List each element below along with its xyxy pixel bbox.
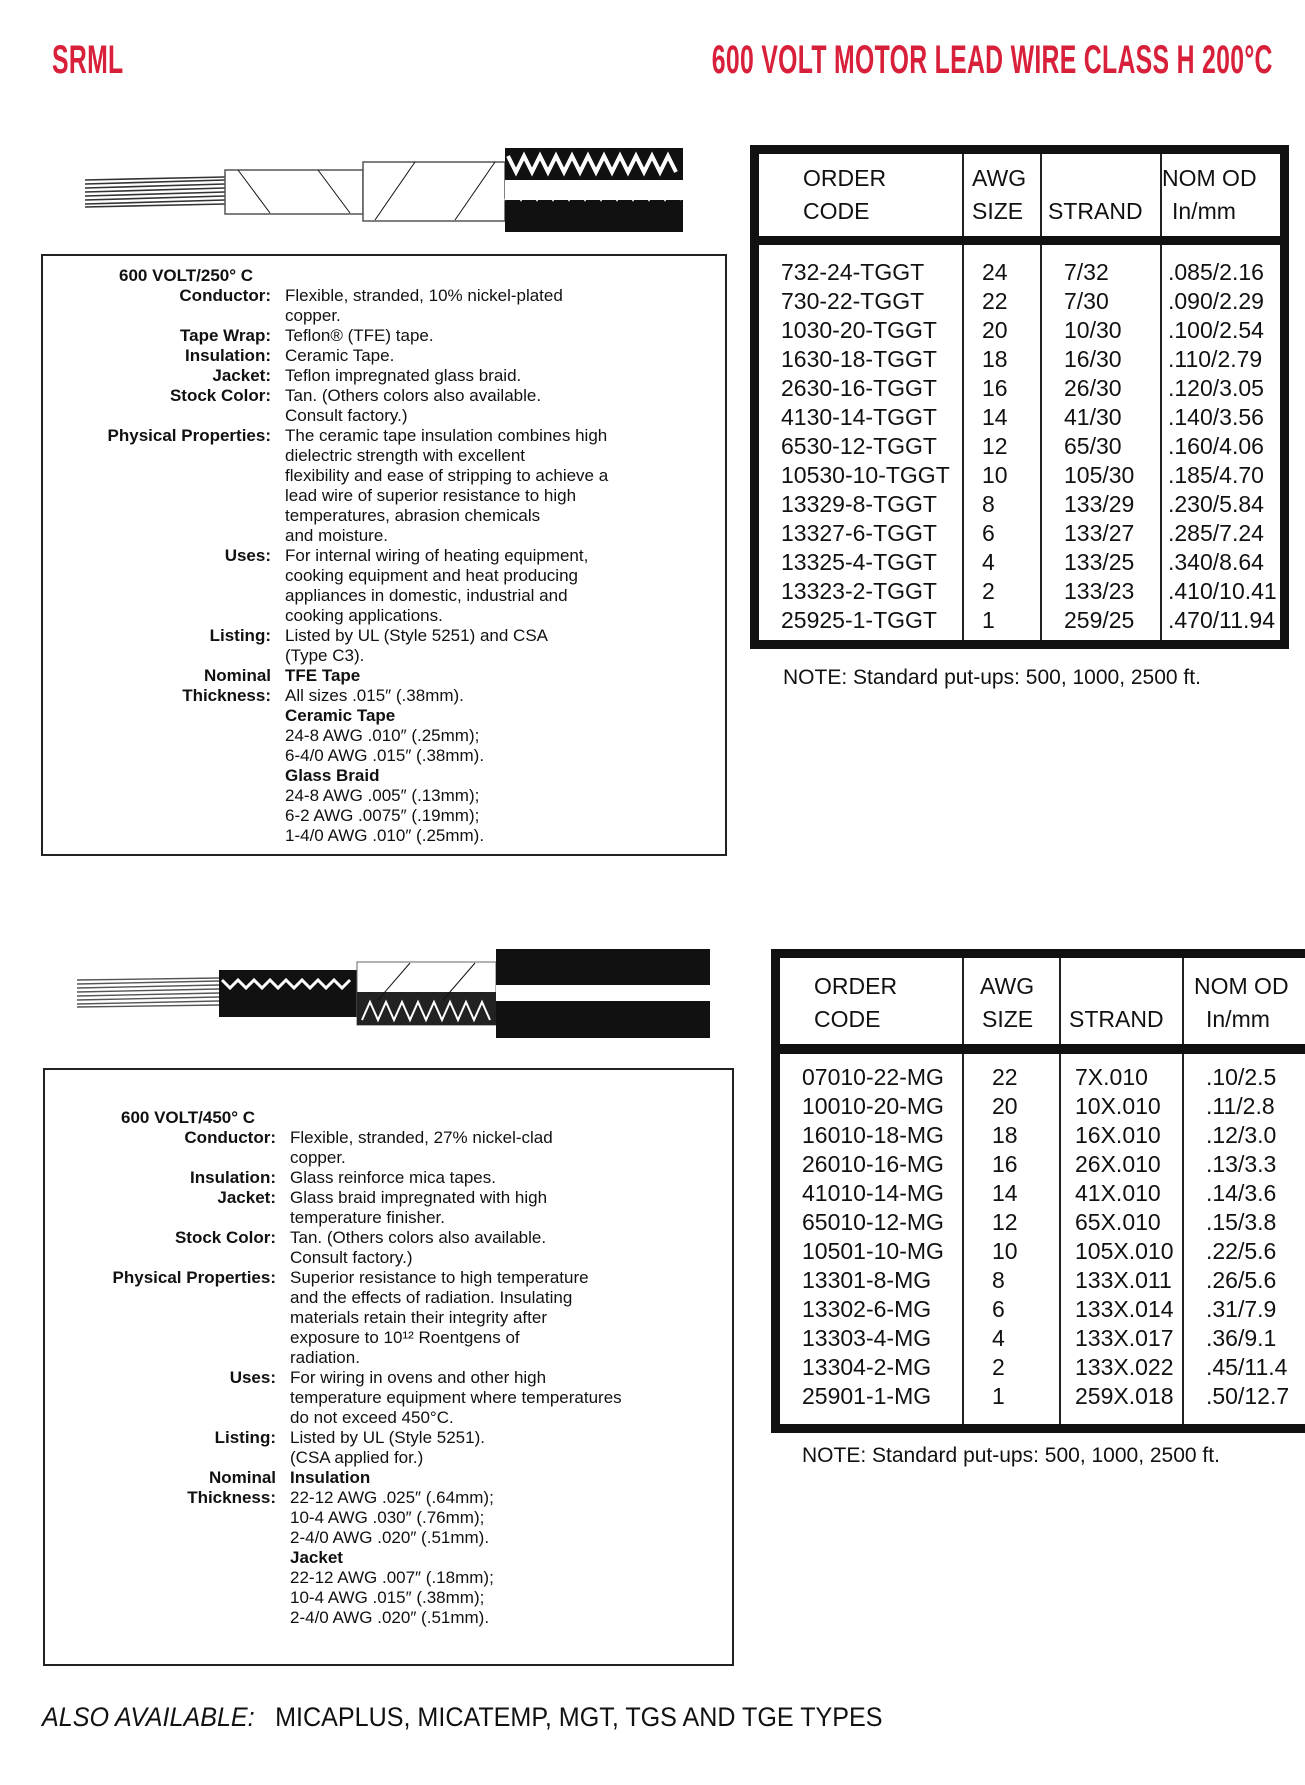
table-cell: 10X.010 xyxy=(1075,1093,1161,1119)
table-cell: .36/9.1 xyxy=(1206,1325,1277,1351)
header-cell xyxy=(759,154,964,236)
spec-value-line: Listed by UL (Style 5251). xyxy=(290,1428,485,1447)
spec-value xyxy=(290,1468,494,1628)
spec-value xyxy=(285,326,434,346)
spec-row xyxy=(45,1228,622,1268)
table-cell: 133/27 xyxy=(1064,520,1135,546)
spec-label-line: Jacket: xyxy=(217,1188,276,1207)
header-text: CODE xyxy=(803,198,870,224)
table-cell: 13323-2-TGGT xyxy=(781,578,937,604)
spec-label xyxy=(43,366,285,386)
mica-tape-layer xyxy=(357,962,496,1025)
spec-value xyxy=(285,286,563,326)
spec-value-line: temperature equipment where temperatures xyxy=(290,1388,622,1407)
spec-value-line: Listed by UL (Style 5251) and CSA xyxy=(285,626,549,645)
table-cell: 20 xyxy=(982,317,1008,343)
spec-value xyxy=(290,1268,589,1368)
column-0 xyxy=(759,245,964,640)
spec-value-line: dielectric strength with excellent xyxy=(285,446,526,465)
ceramic-insulation-layer xyxy=(363,162,505,221)
table-cell: 07010-22-MG xyxy=(802,1064,944,1090)
header-text: ORDER xyxy=(814,973,898,999)
spec-label-line: Nominal xyxy=(203,666,271,685)
spec-label xyxy=(43,346,285,366)
table-cell: .26/5.6 xyxy=(1206,1267,1277,1293)
spec-value xyxy=(290,1128,553,1168)
column-3 xyxy=(1184,1054,1305,1424)
tape-wrap-layer xyxy=(225,170,363,214)
spec-value xyxy=(285,666,484,846)
table-cell: 8 xyxy=(992,1267,1005,1293)
table-cell: 12 xyxy=(982,433,1008,459)
spec-row xyxy=(43,286,608,326)
table-cell: 41X.010 xyxy=(1075,1180,1161,1206)
header-cell xyxy=(780,958,964,1044)
table-cell: 7/30 xyxy=(1064,288,1109,314)
spec-value xyxy=(285,426,608,546)
table-cell: 22 xyxy=(992,1064,1018,1090)
spec-label-line: 600 VOLT/250° C xyxy=(119,266,254,285)
table-cell: 2630-16-TGGT xyxy=(781,375,937,401)
table-cell: 18 xyxy=(982,346,1008,372)
table-cell: 14 xyxy=(992,1180,1018,1206)
table-cell: .13/3.3 xyxy=(1206,1151,1277,1177)
table-cell: 13303-4-MG xyxy=(802,1325,932,1351)
table-cell: 133/25 xyxy=(1064,549,1135,575)
table-cell: 10530-10-TGGT xyxy=(781,462,950,488)
spec-value xyxy=(285,546,588,626)
spec-value-line: Glass braid impregnated with high xyxy=(290,1188,548,1207)
header-text: CODE xyxy=(814,1006,881,1032)
spec-value-line: exposure to 10¹² Roentgens of xyxy=(290,1328,520,1347)
spec-row xyxy=(43,666,608,846)
spec-label xyxy=(45,1168,290,1188)
table-cell: 6 xyxy=(982,520,995,546)
spec-value xyxy=(290,1228,546,1268)
spec-value-line: 1-4/0 AWG .010″ (.25mm). xyxy=(285,826,485,845)
spec-value-line: Flexible, stranded, 10% nickel-plated xyxy=(285,286,563,305)
spec-label-line: 600 VOLT/450° C xyxy=(121,1108,256,1127)
spec-row xyxy=(43,426,608,546)
spec-value xyxy=(285,386,541,426)
header-text: NOM OD xyxy=(1162,165,1257,191)
spec-value xyxy=(290,1368,622,1428)
table-cell: .340/8.64 xyxy=(1168,549,1264,575)
spec-value-line: Tan. (Others colors also available. xyxy=(285,386,542,405)
order-table-tggt xyxy=(750,145,1289,649)
spec-value-line: lead wire of superior resistance to high xyxy=(285,486,577,505)
table-cell: .100/2.54 xyxy=(1168,317,1264,343)
table-cell: 14 xyxy=(982,404,1008,430)
spec-row xyxy=(43,266,608,286)
header-text: ORDER xyxy=(803,165,887,191)
column-1 xyxy=(964,1054,1061,1424)
spec-row xyxy=(45,1368,622,1428)
table-cell: 7X.010 xyxy=(1075,1064,1148,1090)
braid-layer xyxy=(219,970,357,1017)
table-cell: 2 xyxy=(982,578,995,604)
spec-value xyxy=(290,1428,485,1468)
header-text: SIZE xyxy=(982,1006,1034,1032)
table-cell: 16/30 xyxy=(1064,346,1122,372)
table-cell: .22/5.6 xyxy=(1206,1238,1277,1264)
spec-label-line: Listing: xyxy=(214,1428,276,1447)
table-cell: .410/10.41 xyxy=(1168,578,1277,604)
spec-label-line: Tape Wrap: xyxy=(180,326,271,345)
table-cell: .160/4.06 xyxy=(1168,433,1264,459)
column-3 xyxy=(1162,245,1280,640)
table-cell: 26010-16-MG xyxy=(802,1151,944,1177)
spec-label-line: Physical Properties: xyxy=(107,426,271,445)
table-cell: .12/3.0 xyxy=(1206,1122,1277,1148)
spec-label-line: Stock Color: xyxy=(174,1228,276,1247)
header-text: In/mm xyxy=(1172,198,1236,224)
table-cell: 4 xyxy=(982,549,995,575)
table-cell: 2 xyxy=(992,1354,1005,1380)
header-text: STRAND xyxy=(1048,198,1143,224)
table-cell: 259/25 xyxy=(1064,607,1135,633)
table-cell: 133X.011 xyxy=(1075,1267,1172,1293)
table-cell: .45/11.4 xyxy=(1206,1354,1288,1380)
spec-value-line: For internal wiring of heating equipment, xyxy=(285,546,589,565)
header-text: STRAND xyxy=(1069,1006,1164,1032)
table-cell: 16 xyxy=(982,375,1008,401)
table-cell: 65/30 xyxy=(1064,433,1122,459)
header-cell xyxy=(964,154,1042,236)
table-cell: 10 xyxy=(982,462,1008,488)
spec-row xyxy=(45,1268,622,1368)
wire-illustration-tggt xyxy=(0,0,720,250)
spec-subheading: Jacket xyxy=(290,1548,343,1567)
spec-label xyxy=(45,1128,290,1168)
spec-value-line: temperature finisher. xyxy=(290,1208,445,1227)
header-text: NOM OD xyxy=(1194,973,1289,999)
page-title: 600 VOLT MOTOR LEAD WIRE CLASS H 200°C xyxy=(712,38,1273,82)
product-code: SRML xyxy=(52,38,124,82)
table-cell: 13302-6-MG xyxy=(802,1296,932,1322)
table-cell: 16010-18-MG xyxy=(802,1122,944,1148)
spec-label-line: Insulation: xyxy=(185,346,271,365)
table-cell: 133/23 xyxy=(1064,578,1135,604)
table-cell: .285/7.24 xyxy=(1168,520,1264,546)
spec-value-line: Teflon® (TFE) tape. xyxy=(285,326,434,345)
table-cell: .10/2.5 xyxy=(1206,1064,1277,1090)
table-cell: .120/3.05 xyxy=(1168,375,1264,401)
table-cell: .230/5.84 xyxy=(1168,491,1264,517)
spec-value-line: cooking applications. xyxy=(285,606,443,625)
spec-value-line: All sizes .015″ (.38mm). xyxy=(285,686,464,705)
table-cell: .11/2.8 xyxy=(1206,1093,1275,1119)
also-available xyxy=(42,1702,883,1733)
spec-label xyxy=(43,426,285,546)
spec-row xyxy=(45,1468,622,1628)
spec-row xyxy=(45,1168,622,1188)
table-cell: 4 xyxy=(992,1325,1005,1351)
table-cell: 10 xyxy=(992,1238,1018,1264)
order-table-mg xyxy=(771,949,1305,1433)
spec-label xyxy=(45,1108,269,1128)
column-1 xyxy=(964,245,1042,640)
spec-value-line: copper. xyxy=(285,306,341,325)
column-2 xyxy=(1042,245,1162,640)
spec-value-line: 6-2 AWG .0075″ (.19mm); xyxy=(285,806,480,825)
table-cell: 25901-1-MG xyxy=(802,1383,932,1409)
table-cell: 1630-18-TGGT xyxy=(781,346,937,372)
header-text: AWG xyxy=(980,973,1035,999)
spec-value-line: flexibility and ease of stripping to achieve a xyxy=(285,466,609,485)
table-cell: 1 xyxy=(992,1383,1005,1409)
spec-value-line: do not exceed 450°C. xyxy=(290,1408,454,1427)
spec-label xyxy=(43,666,285,846)
also-available-types: MICAPLUS, MICATEMP, MGT, TGS AND TGE TYPES xyxy=(275,1702,883,1732)
wire-illustration-mg xyxy=(0,930,730,1050)
spec-value-line: Tan. (Others colors also available. xyxy=(290,1228,547,1247)
spec-label xyxy=(43,326,285,346)
spec-value xyxy=(285,626,548,666)
spec-label-line: Stock Color: xyxy=(169,386,271,405)
conductor-strands-icon xyxy=(77,977,219,1008)
spec-subheading: Glass Braid xyxy=(285,766,380,785)
spec-value-line: 22-12 AWG .007″ (.18mm); xyxy=(290,1568,494,1587)
table-cell: 41/30 xyxy=(1064,404,1122,430)
table-cell: 6 xyxy=(992,1296,1005,1322)
spec-value-line: Superior resistance to high temperature xyxy=(290,1268,589,1287)
spec-value-line: and moisture. xyxy=(285,526,388,545)
jacket-layer xyxy=(496,949,710,1038)
spec-label-line: Nominal xyxy=(208,1468,276,1487)
table-cell: 13301-8-MG xyxy=(802,1267,932,1293)
spec-subheading: Ceramic Tape xyxy=(285,706,396,725)
table-cell: 20 xyxy=(992,1093,1018,1119)
table-cell: 6530-12-TGGT xyxy=(781,433,937,459)
table-cell: 732-24-TGGT xyxy=(781,259,925,285)
spec-row xyxy=(43,546,608,626)
table-cell: 16X.010 xyxy=(1075,1122,1161,1148)
table-cell: .110/2.79 xyxy=(1168,346,1263,372)
spec-value-line: 22-12 AWG .025″ (.64mm); xyxy=(290,1488,494,1507)
table-cell: 12 xyxy=(992,1209,1018,1235)
spec-label xyxy=(43,386,285,426)
table-cell: 26/30 xyxy=(1064,375,1122,401)
spec-value-line: Glass reinforce mica tapes. xyxy=(290,1168,496,1187)
spec-value-line: 24-8 AWG .005″ (.13mm); xyxy=(285,786,480,805)
table-cell: 25925-1-TGGT xyxy=(781,607,937,633)
column-0 xyxy=(780,1054,964,1424)
table-cell: 13327-6-TGGT xyxy=(781,520,937,546)
spec-row xyxy=(43,326,608,346)
table-cell: 16 xyxy=(992,1151,1018,1177)
spec-value-line: temperatures, abrasion chemicals xyxy=(285,506,541,525)
spec-label xyxy=(43,626,285,666)
spec-label-line: Uses: xyxy=(224,546,271,565)
table-cell: .14/3.6 xyxy=(1206,1180,1277,1206)
table-cell: 8 xyxy=(982,491,995,517)
spec-value-line: 6-4/0 AWG .015″ (.38mm). xyxy=(285,746,485,765)
spec-value xyxy=(290,1188,547,1228)
table-cell: .31/7.9 xyxy=(1206,1296,1277,1322)
spec-row xyxy=(45,1188,622,1228)
spec-value-line: radiation. xyxy=(290,1348,360,1367)
spec-value-line: Teflon impregnated glass braid. xyxy=(285,366,522,385)
spec-label-line: Thickness: xyxy=(182,686,271,705)
column-2 xyxy=(1061,1054,1184,1424)
spec-value-line: cooking equipment and heat producing xyxy=(285,566,578,585)
spec-value-line: 2-4/0 AWG .020″ (.51mm). xyxy=(290,1528,490,1547)
putups-note-tggt: NOTE: Standard put-ups: 500, 1000, 2500 ft. xyxy=(783,666,1201,689)
table-cell: 65010-12-MG xyxy=(802,1209,944,1235)
header-text: AWG xyxy=(972,165,1027,191)
table-cell: 26X.010 xyxy=(1075,1151,1161,1177)
table-cell: 13325-4-TGGT xyxy=(781,549,937,575)
spec-label-line: Conductor: xyxy=(179,286,271,305)
spec-value-line: materials retain their integrity after xyxy=(290,1308,547,1327)
spec-value-line: Ceramic Tape. xyxy=(285,346,395,365)
table-cell: 65X.010 xyxy=(1075,1209,1161,1235)
table-cell: 133X.014 xyxy=(1075,1296,1174,1322)
spec-value xyxy=(285,366,521,386)
spec-value-line: (Type C3). xyxy=(285,646,365,665)
spec-row xyxy=(43,346,608,366)
spec-subheading: TFE Tape xyxy=(285,666,361,685)
header-cell xyxy=(1162,154,1280,236)
spec-row xyxy=(45,1428,622,1468)
spec-row xyxy=(45,1128,622,1168)
spec-subheading: Insulation xyxy=(290,1468,371,1487)
table-cell: .50/12.7 xyxy=(1206,1383,1290,1409)
putups-note-mg: NOTE: Standard put-ups: 500, 1000, 2500 ft. xyxy=(802,1444,1220,1467)
table-cell: 105X.010 xyxy=(1075,1238,1174,1264)
table-cell: 133X.022 xyxy=(1075,1354,1174,1380)
spec-label-line: Thickness: xyxy=(187,1488,276,1507)
spec-label xyxy=(45,1228,290,1268)
glass-braid-jacket xyxy=(505,148,683,232)
table-cell: .470/11.94 xyxy=(1168,607,1276,633)
also-available-label: ALSO AVAILABLE: xyxy=(42,1702,255,1732)
spec-value-line: 24-8 AWG .010″ (.25mm); xyxy=(285,726,480,745)
header-cell xyxy=(1061,958,1184,1044)
spec-value-line: Flexible, stranded, 27% nickel-clad xyxy=(290,1128,553,1147)
spec-value-line: (CSA applied for.) xyxy=(290,1448,424,1467)
spec-label xyxy=(43,266,267,286)
spec-label-line: Insulation: xyxy=(190,1168,276,1187)
spec-box-tggt xyxy=(41,254,727,856)
spec-label xyxy=(43,546,285,626)
header-cell xyxy=(964,958,1061,1044)
table-cell: 4130-14-TGGT xyxy=(781,404,937,430)
table-cell: 730-22-TGGT xyxy=(781,288,925,314)
table-cell: 41010-14-MG xyxy=(802,1180,944,1206)
table-cell: 1030-20-TGGT xyxy=(781,317,937,343)
table-cell: 24 xyxy=(982,259,1008,285)
spec-value-line: and the effects of radiation. Insulating xyxy=(290,1288,573,1307)
spec-value xyxy=(290,1168,496,1188)
spec-label xyxy=(43,286,285,326)
spec-value-line: 10-4 AWG .015″ (.38mm); xyxy=(290,1588,485,1607)
table-cell: 133/29 xyxy=(1064,491,1135,517)
spec-row xyxy=(45,1108,622,1128)
spec-label-line: Listing: xyxy=(209,626,271,645)
spec-value-line: The ceramic tape insulation combines high xyxy=(285,426,608,445)
table-cell: 1 xyxy=(982,607,995,633)
spec-box-mg xyxy=(43,1068,734,1666)
table-cell: 133X.017 xyxy=(1075,1325,1174,1351)
spec-row xyxy=(43,386,608,426)
spec-label xyxy=(45,1188,290,1228)
spec-value-line: Consult factory.) xyxy=(285,406,408,425)
conductor-strands-icon xyxy=(85,177,225,208)
header-cell xyxy=(1184,958,1305,1044)
spec-row xyxy=(43,366,608,386)
spec-row xyxy=(43,626,608,666)
spec-label-line: Uses: xyxy=(229,1368,276,1387)
header-text: In/mm xyxy=(1206,1006,1270,1032)
spec-label-line: Conductor: xyxy=(184,1128,276,1147)
spec-value-line: 10-4 AWG .030″ (.76mm); xyxy=(290,1508,485,1527)
table-cell: 10501-10-MG xyxy=(802,1238,944,1264)
spec-label xyxy=(45,1468,290,1628)
table-cell: 259X.018 xyxy=(1075,1383,1174,1409)
spec-value-line: 2-4/0 AWG .020″ (.51mm). xyxy=(290,1608,490,1627)
table-cell: .15/3.8 xyxy=(1206,1209,1277,1235)
table-cell: 18 xyxy=(992,1122,1018,1148)
table-cell: .085/2.16 xyxy=(1168,259,1264,285)
spec-value-line: copper. xyxy=(290,1148,346,1167)
spec-value-line: For wiring in ovens and other high xyxy=(290,1368,547,1387)
table-cell: 105/30 xyxy=(1064,462,1135,488)
table-cell: 22 xyxy=(982,288,1008,314)
spec-value-line: Consult factory.) xyxy=(290,1248,413,1267)
table-cell: 7/32 xyxy=(1064,259,1109,285)
header-text: SIZE xyxy=(972,198,1024,224)
table-cell: 10/30 xyxy=(1064,317,1122,343)
table-cell: 13304-2-MG xyxy=(802,1354,932,1380)
spec-label-line: Physical Properties: xyxy=(112,1268,276,1287)
table-cell: 13329-8-TGGT xyxy=(781,491,937,517)
spec-label-line: Jacket: xyxy=(212,366,271,385)
spec-value-line: appliances in domestic, industrial and xyxy=(285,586,568,605)
table-cell: .185/4.70 xyxy=(1168,462,1264,488)
spec-label xyxy=(45,1268,290,1368)
spec-label xyxy=(45,1428,290,1468)
spec-label xyxy=(45,1368,290,1428)
table-cell: .140/3.56 xyxy=(1168,404,1264,430)
table-cell: 10010-20-MG xyxy=(802,1093,944,1119)
spec-value xyxy=(285,346,394,366)
table-cell: .090/2.29 xyxy=(1168,288,1264,314)
header-cell xyxy=(1042,154,1162,236)
